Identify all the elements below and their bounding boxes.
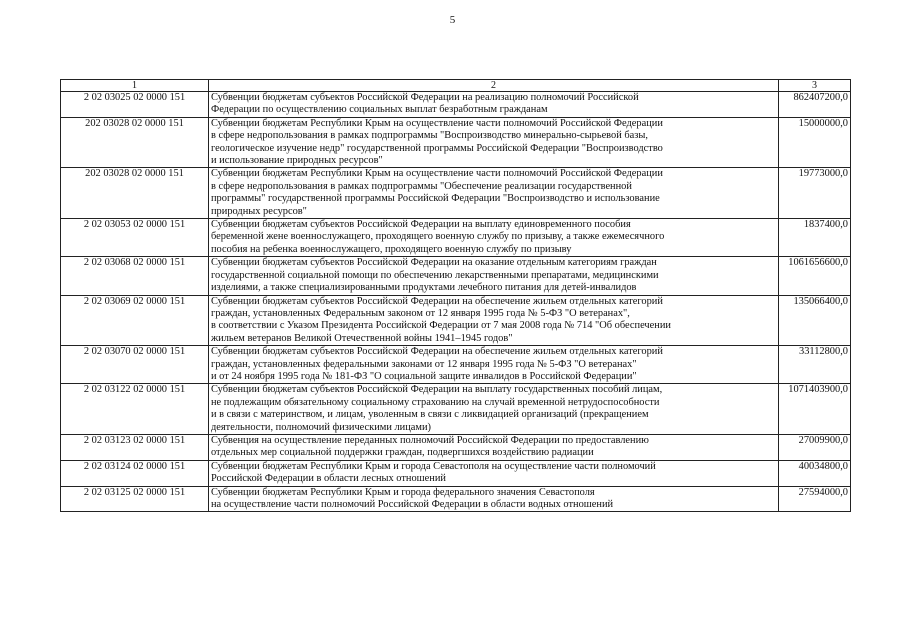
description-line: Субвенции бюджетам субъектов Российской Федерации на оказание отдельным категориям граждан	[211, 257, 657, 269]
budget-code-cell: 2 02 03053 02 0000 151	[61, 219, 209, 257]
description-line: Субвенции бюджетам Республики Крым и города федерального значения Севастополя	[211, 486, 595, 498]
table-row	[61, 168, 851, 219]
amount-cell: 1837400,0	[779, 219, 851, 257]
description-line: Субвенции бюджетам субъектов Российской Федерации на обеспечение жильем отдельных категорий	[211, 295, 663, 307]
table-row	[61, 486, 851, 512]
budget-code-cell: 2 02 03123 02 0000 151	[61, 434, 209, 460]
table-row	[61, 384, 851, 435]
amount-cell: 862407200,0	[779, 92, 851, 118]
description-cell	[209, 257, 779, 295]
description-line: и от 24 ноября 1995 года № 181-ФЗ "О социальной защите инвалидов в Российской Федерации"	[211, 370, 637, 382]
amount-cell: 1061656600,0	[779, 257, 851, 295]
amount-cell: 15000000,0	[779, 117, 851, 168]
budget-code-cell: 2 02 03125 02 0000 151	[61, 486, 209, 512]
amount-cell: 135066400,0	[779, 295, 851, 346]
amount-cell: 33112800,0	[779, 346, 851, 384]
amount-cell: 1071403900,0	[779, 384, 851, 435]
header-row	[61, 80, 851, 92]
description-line: Субвенции бюджетам субъектов Российской Федерации на реализацию полномочий Российской	[211, 92, 639, 103]
description-line: на осуществление части полномочий Российской Федерации в области водных отношений	[211, 499, 614, 510]
description-line: изделиями, а также специализированными продуктами лечебного питания для детей-инвалидов	[211, 282, 637, 294]
budget-code-cell: 202 03028 02 0000 151	[61, 117, 209, 168]
description-line: природных ресурсов"	[211, 205, 307, 217]
column-header-1: 1	[61, 80, 209, 92]
description-cell	[209, 168, 779, 219]
description-line: Субвенция на осуществление переданных полномочий Российской Федерации по предоставлению	[211, 434, 649, 446]
description-line: деятельности, полномочий физическими лицами)	[211, 421, 432, 433]
amount-cell: 40034800,0	[779, 460, 851, 486]
table-body	[61, 92, 851, 512]
budget-code-cell: 2 02 03068 02 0000 151	[61, 257, 209, 295]
table-row	[61, 434, 851, 460]
table-row	[61, 257, 851, 295]
table-header	[61, 80, 851, 92]
description-line: пособия на ребенка военнослужащего, проходящего военную службу по призыву	[211, 243, 572, 255]
page-number: 5	[449, 14, 456, 26]
description-line: в сфере недропользования в рамках подпрограммы "Воспроизводство минерально-сырьевой базы,	[211, 130, 648, 142]
budget-code-cell: 2 02 03025 02 0000 151	[61, 92, 209, 118]
description-line: и использование природных ресурсов"	[211, 155, 383, 167]
subventions-table	[60, 79, 851, 512]
description-line: Субвенции бюджетам субъектов Российской Федерации на выплату единовременного пособия	[211, 219, 631, 231]
budget-code-cell: 2 02 03070 02 0000 151	[61, 346, 209, 384]
description-line: Субвенции бюджетам Республики Крым на осуществление части полномочий Российской Федерации	[211, 168, 663, 180]
description-line: Российской Федерации в области лесных отношений	[211, 473, 446, 485]
description-line: граждан, установленных Федеральным законом от 12 января 1995 года № 5-ФЗ "О ветеранах",	[211, 307, 630, 319]
description-line: Субвенции бюджетам субъектов Российской Федерации на обеспечение жильем отдельных категорий	[211, 346, 663, 358]
description-cell	[209, 460, 779, 486]
description-line: программы" государственной программы Российской Федерации "Воспроизводство и использование	[211, 193, 660, 205]
description-line: жильем ветеранов Великой Отечественной войны 1941–1945 годов"	[211, 332, 513, 344]
description-line: Субвенции бюджетам Республики Крым на осуществление части полномочий Российской Федерации	[211, 117, 663, 129]
table-row	[61, 346, 851, 384]
description-line: граждан, установленных федеральными законами от 12 января 1995 года № 5-ФЗ "О ветеранах"	[211, 358, 637, 370]
description-line: беременной жене военнослужащего, проходящего военную службу по призыву, а также ежемесячного	[211, 231, 665, 243]
amount-cell: 27009900,0	[779, 434, 851, 460]
description-cell	[209, 346, 779, 384]
table-row	[61, 460, 851, 486]
amount-cell: 19773000,0	[779, 168, 851, 219]
description-cell	[209, 92, 779, 118]
amount-cell: 27594000,0	[779, 486, 851, 512]
description-line: отдельных мер социальной поддержки граждан, подвергшихся воздействию радиации	[211, 447, 594, 459]
budget-code-cell: 202 03028 02 0000 151	[61, 168, 209, 219]
description-line: в соответствии с Указом Президента Российской Федерации от 7 мая 2008 года № 714 "Об обеспечении	[211, 320, 671, 332]
description-line: в сфере недропользования в рамках подпрограммы "Обеспечение реализации государственной	[211, 180, 632, 192]
description-cell	[209, 486, 779, 512]
description-line: Субвенции бюджетам субъектов Российской Федерации на выплату государственных пособий лицам,	[211, 384, 663, 396]
table-row	[61, 295, 851, 346]
budget-code-cell: 2 02 03069 02 0000 151	[61, 295, 209, 346]
description-cell	[209, 117, 779, 168]
description-line: и в связи с материнством, и лицам, уволенным в связи с ликвидацией организаций (прекращением	[211, 409, 649, 421]
budget-code-cell: 2 02 03122 02 0000 151	[61, 384, 209, 435]
description-line: Субвенции бюджетам Республики Крым и города Севастополя на осуществление части полномочий	[211, 460, 656, 472]
description-line: государственной социальной помощи по обеспечению лекарственными препаратами, медицинскими	[211, 269, 659, 281]
description-cell	[209, 295, 779, 346]
description-line: Федерации по осуществлению социальных выплат безработным гражданам	[211, 104, 548, 116]
table-row	[61, 117, 851, 168]
description-cell	[209, 384, 779, 435]
description-line: не подлежащим обязательному социальному страхованию на случай временной нетрудоспособности	[211, 396, 660, 408]
description-line: геологическое изучение недр" государственной программы Российской Федерации "Воспроизводство	[211, 142, 663, 154]
description-cell	[209, 219, 779, 257]
table-row	[61, 92, 851, 118]
budget-code-cell: 2 02 03124 02 0000 151	[61, 460, 209, 486]
column-header-3: 3	[779, 80, 851, 92]
description-cell	[209, 434, 779, 460]
table-row	[61, 219, 851, 257]
column-header-2: 2	[209, 80, 779, 92]
